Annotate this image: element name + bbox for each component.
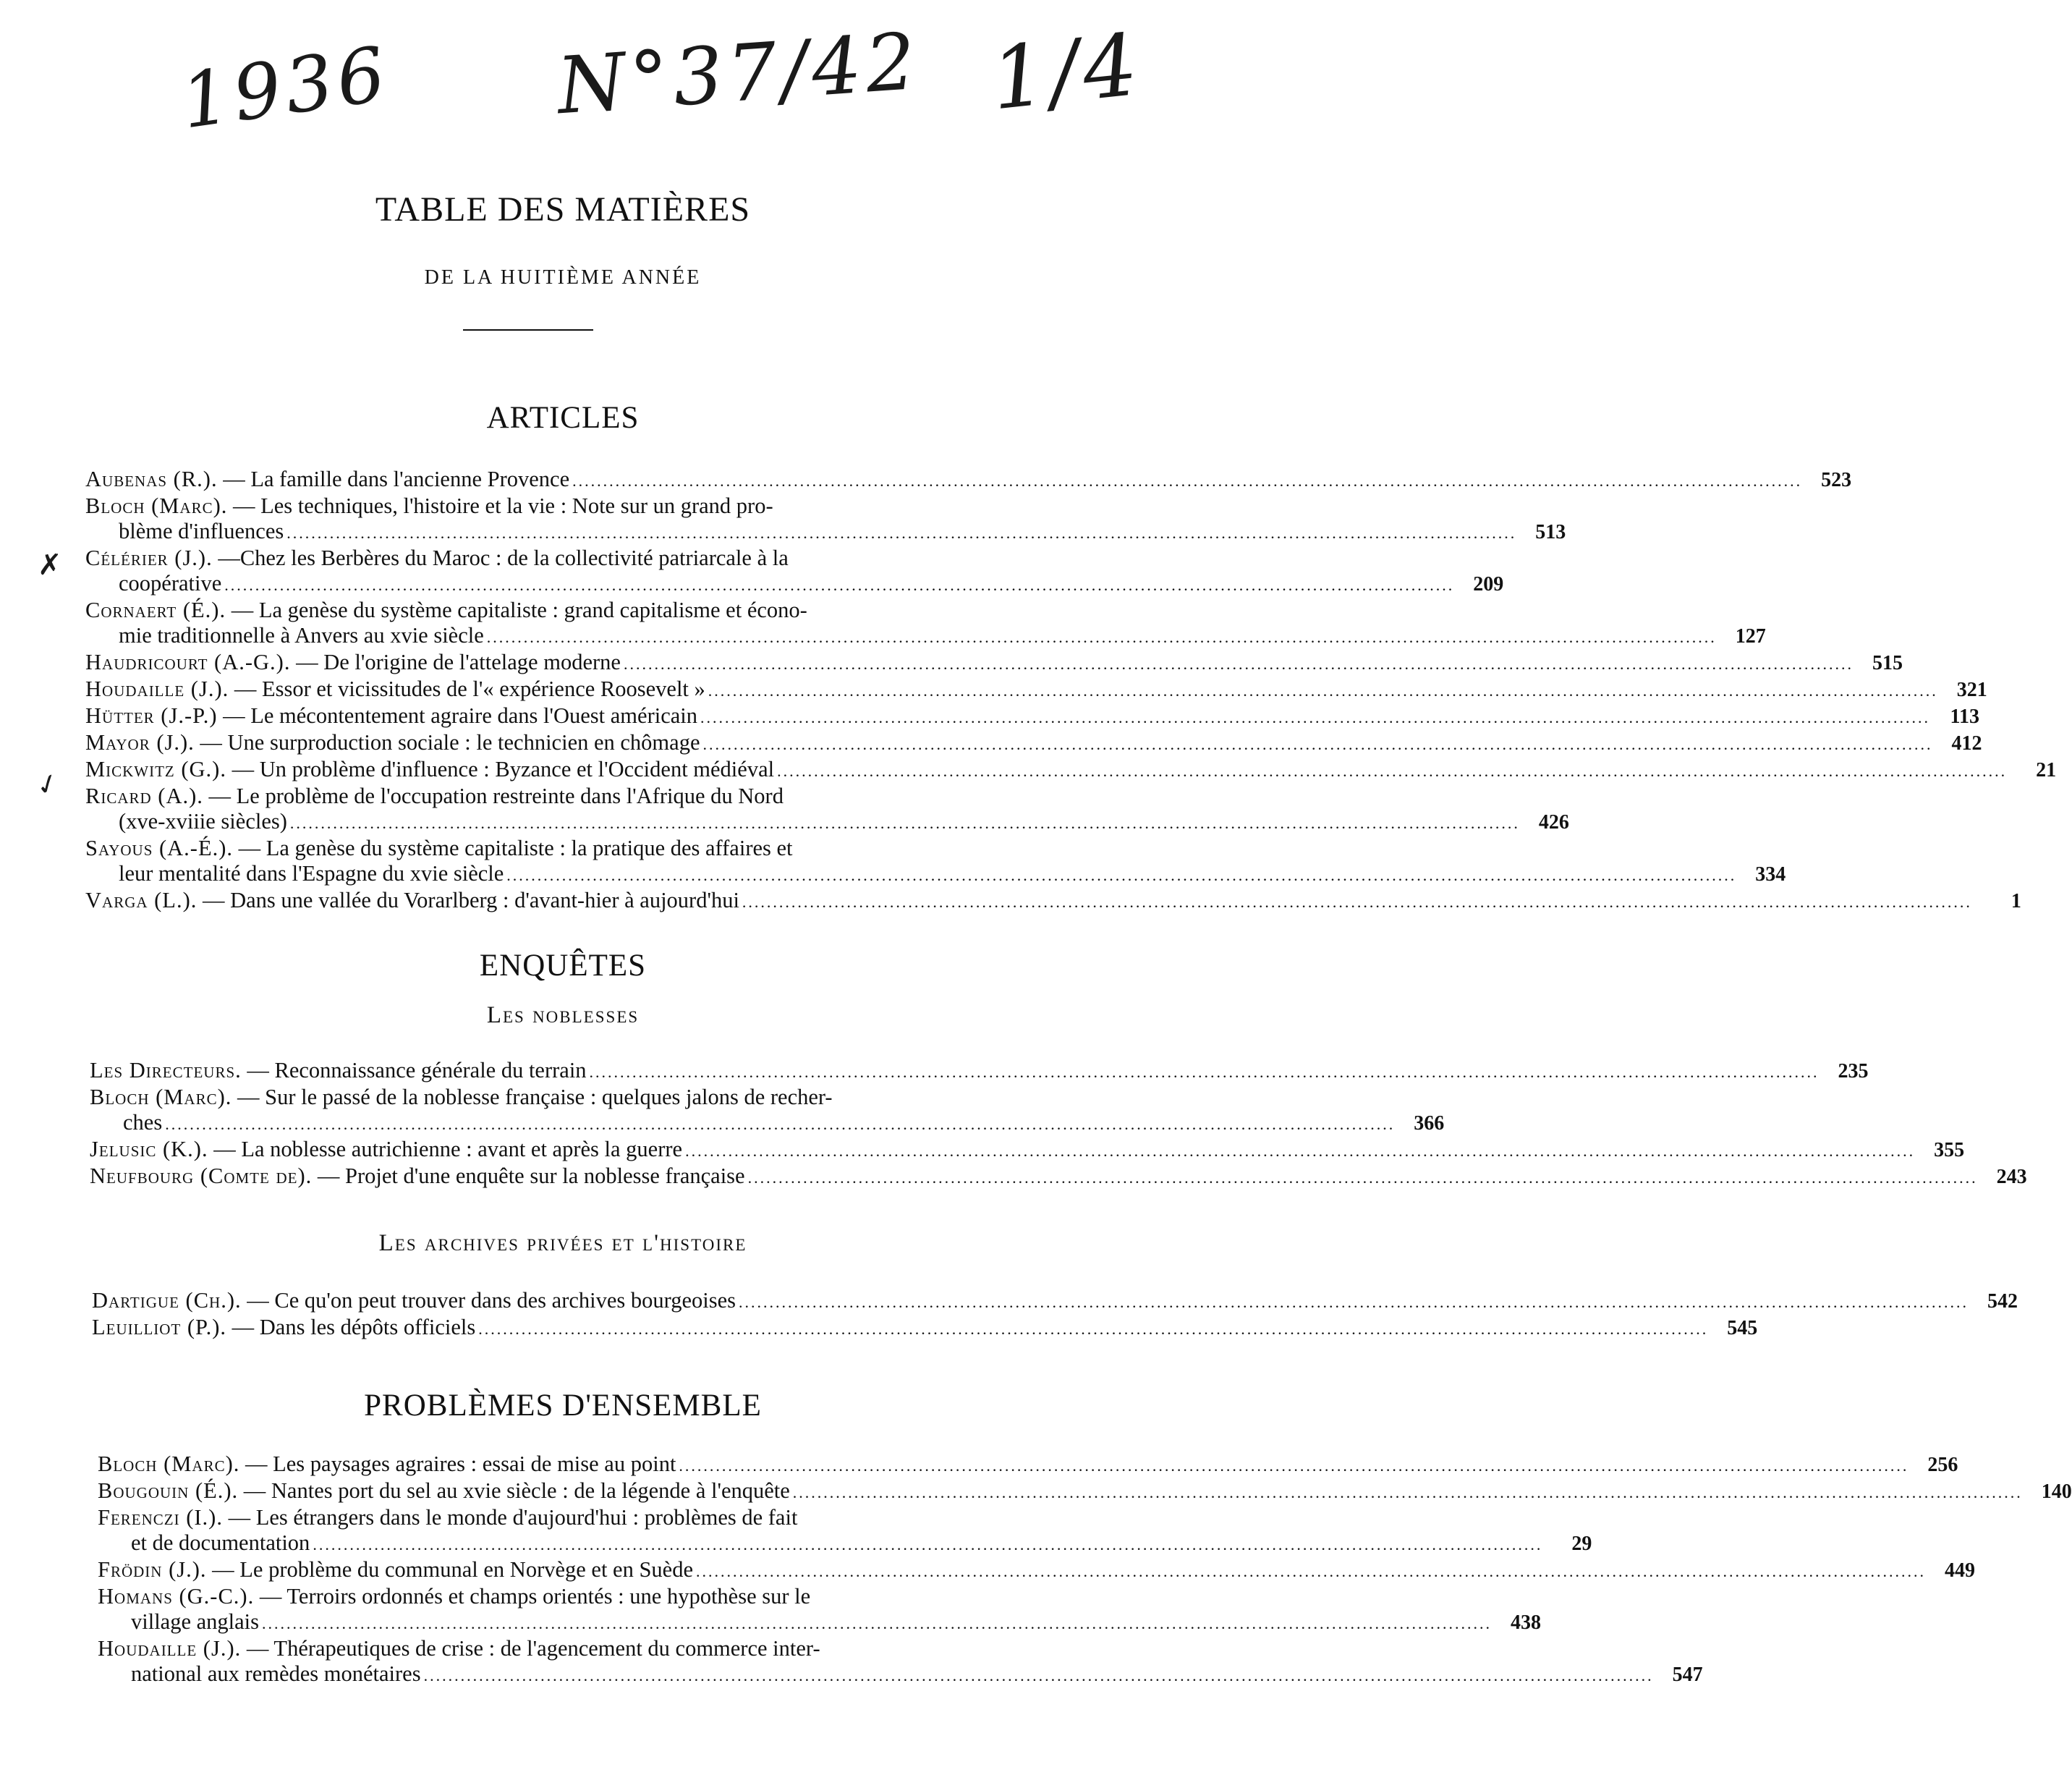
toc-author: Hütter (J.-P.) xyxy=(85,703,218,728)
handwritten-number: N°37/42 xyxy=(554,16,923,132)
toc-entry-line xyxy=(98,1452,1958,1478)
toc-author: Bloch (Marc). xyxy=(85,493,228,518)
toc-author: Varga (L.). xyxy=(85,888,198,912)
toc-title: — Nantes port du sel au xvie siècle : de la légende à l'enquête xyxy=(243,1478,790,1503)
toc-title: — La famille dans l'ancienne Provence xyxy=(223,467,570,491)
toc-entry-line xyxy=(85,861,1786,888)
toc-author: Aubenas (R.). xyxy=(85,467,218,491)
toc-entry-line xyxy=(85,650,1903,677)
toc-author: Homans (G.-C.). xyxy=(98,1584,255,1609)
toc-title: — Les paysages agraires : essai de mise au point xyxy=(245,1452,676,1476)
toc-entry xyxy=(85,757,2057,784)
toc-title: et de documentation xyxy=(131,1530,310,1555)
toc-title: leur mentalité dans l'Espagne du xvie siècle xyxy=(119,861,504,886)
toc-entry-line xyxy=(85,809,1569,836)
toc-title: (xve-xviiie siècles) xyxy=(119,809,287,834)
leader-dots: ........................................................................................................................................................................................................ xyxy=(700,708,1930,726)
toc-page-number: 545 xyxy=(1727,1317,1758,1339)
toc-page-number: 547 xyxy=(1672,1664,1703,1686)
toc-entry xyxy=(90,1058,1869,1085)
toc-title: — De l'origine de l'attelage moderne xyxy=(296,650,621,674)
leader-dots: ........................................................................................................................................................................................................ xyxy=(685,1142,1916,1160)
toc-title: — La genèse du système capitaliste : la pratique des affaires et xyxy=(238,836,793,860)
noblesses-list xyxy=(90,1058,2027,1190)
leader-dots: ........................................................................................................................................................................................................ xyxy=(792,1483,2023,1501)
toc-entry-line xyxy=(98,1530,1592,1557)
toc-entry xyxy=(85,836,1786,888)
leader-dots: ........................................................................................................................................................................................................ xyxy=(777,762,2008,780)
cross-mark-icon: ✗ xyxy=(38,548,62,582)
toc-entry xyxy=(98,1636,1703,1688)
toc-page-number: 209 xyxy=(1473,573,1504,596)
toc-author: Neufbourg (Comte de). xyxy=(90,1164,313,1188)
toc-title: — Terroirs ordonnés et champs orientés : une hypothèse sur le xyxy=(259,1584,811,1609)
problemes-heading: PROBLÈMES D'ENSEMBLE xyxy=(364,1389,762,1423)
toc-entry-line xyxy=(98,1661,1703,1688)
toc-page-number: 113 xyxy=(1950,706,1979,728)
toc-title: coopérative xyxy=(119,571,222,596)
leader-dots: ........................................................................................................................................................................................................ xyxy=(289,814,1520,832)
handwritten-year: 1936 xyxy=(175,29,395,146)
toc-entry xyxy=(90,1085,1445,1137)
toc-title: — Projet d'une enquête sur la noblesse française xyxy=(317,1164,745,1188)
toc-title: village anglais xyxy=(131,1609,260,1634)
toc-entry xyxy=(85,784,1569,836)
toc-entry-line xyxy=(98,1609,1542,1636)
toc-page-number: 449 xyxy=(1945,1559,1976,1582)
toc-title: blème d'influences xyxy=(119,519,284,543)
leader-dots: ........................................................................................................................................................................................................ xyxy=(589,1063,1820,1081)
toc-author: Ferenczi (I.). xyxy=(98,1505,223,1530)
toc-page-number: 542 xyxy=(1987,1290,2018,1313)
toc-entry xyxy=(85,598,1766,650)
toc-entry-line xyxy=(85,888,2021,915)
toc-page-number: 523 xyxy=(1821,469,1852,491)
toc-entry-line xyxy=(85,493,982,519)
toc-entry xyxy=(92,1288,2018,1315)
toc-entry-line xyxy=(85,623,1766,650)
toc-entry-line xyxy=(90,1085,987,1110)
toc-entry-line xyxy=(85,571,1504,598)
toc-title: — Les étrangers dans le monde d'aujourd'hui : problèmes de fait xyxy=(228,1505,798,1530)
toc-entry-line xyxy=(98,1636,995,1661)
toc-author: Bloch (Marc). xyxy=(90,1085,232,1109)
toc-author: Ricard (A.). xyxy=(85,784,203,808)
toc-title: national aux remèdes monétaires xyxy=(131,1661,421,1686)
toc-title: — Les techniques, l'histoire et la vie : Note sur un grand pro- xyxy=(233,493,773,518)
toc-entry-line xyxy=(85,546,982,571)
toc-title: — Sur le passé de la noblesse française : quelques jalons de recher- xyxy=(237,1085,833,1109)
toc-title: — Le problème de l'occupation restreinte dans l'Afrique du Nord xyxy=(208,784,784,808)
leader-dots: ........................................................................................................................................................................................................ xyxy=(742,893,1972,911)
enquetes-heading: ENQUÊTES xyxy=(479,949,647,983)
leader-dots: ........................................................................................................................................................................................................ xyxy=(696,1562,1927,1580)
toc-entry-line xyxy=(85,784,982,809)
toc-page-number: 513 xyxy=(1535,521,1566,543)
toc-title: — Un problème d'influence : Byzance et l'Occident médiéval xyxy=(232,757,775,781)
page-subtitle: DE LA HUITIÈME ANNÉE xyxy=(424,266,702,289)
toc-entry xyxy=(98,1478,2072,1505)
toc-entry-line xyxy=(85,677,1987,703)
toc-entry-line xyxy=(98,1557,1976,1584)
leader-dots: ........................................................................................................................................................................................................ xyxy=(262,1614,1493,1632)
toc-entry-line xyxy=(85,836,982,861)
toc-entry xyxy=(98,1505,1592,1557)
leader-dots: ........................................................................................................................................................................................................ xyxy=(286,524,1517,542)
toc-page-number: 127 xyxy=(1735,625,1766,648)
toc-title: — Thérapeutiques de crise : de l'agencement du commerce inter- xyxy=(246,1636,820,1661)
leader-dots: ........................................................................................................................................................................................................ xyxy=(224,576,1455,594)
toc-entry xyxy=(85,493,1566,546)
articles-heading: ARTICLES xyxy=(486,401,640,435)
toc-entry-line xyxy=(92,1315,1758,1342)
problemes-list xyxy=(98,1452,2072,1688)
toc-author: Leuilliot (P.). xyxy=(92,1315,227,1339)
leader-dots: ........................................................................................................................................................................................................ xyxy=(572,472,1803,490)
toc-author: Bougouin (É.). xyxy=(98,1478,239,1503)
toc-author: Haudricourt (A.-G.). xyxy=(85,650,291,674)
toc-page-number: 256 xyxy=(1927,1454,1958,1476)
toc-entry xyxy=(98,1452,1958,1478)
toc-author: Mickwitz (G.). xyxy=(85,757,226,781)
toc-entry xyxy=(90,1137,1965,1164)
toc-entry-line xyxy=(98,1505,995,1530)
toc-entry-line xyxy=(98,1584,995,1609)
toc-author: Bloch (Marc). xyxy=(98,1452,240,1476)
toc-author: Célérier (J.). xyxy=(85,546,213,570)
leader-dots: ........................................................................................................................................................................................................ xyxy=(506,866,1737,884)
toc-page-number: 334 xyxy=(1755,863,1786,886)
toc-entry-line xyxy=(85,757,2057,784)
toc-title: — Le problème du communal en Norvège et en Suède xyxy=(212,1557,694,1582)
toc-title: — Dans les dépôts officiels xyxy=(232,1315,476,1339)
toc-author: Sayous (A.-É.). xyxy=(85,836,234,860)
leader-dots: ........................................................................................................................................................................................................ xyxy=(708,682,1938,700)
check-mark-icon: ✓ xyxy=(31,765,64,804)
leader-dots: ........................................................................................................................................................................................................ xyxy=(739,1293,1969,1311)
toc-page-number: 412 xyxy=(1951,732,1982,755)
toc-entry xyxy=(90,1164,2027,1190)
toc-entry xyxy=(85,677,1987,703)
leader-dots: ........................................................................................................................................................................................................ xyxy=(679,1457,1909,1475)
toc-entry xyxy=(85,730,1982,757)
toc-entry xyxy=(85,650,1903,677)
leader-dots: ........................................................................................................................................................................................................ xyxy=(478,1320,1709,1338)
leader-dots: ........................................................................................................................................................................................................ xyxy=(486,628,1717,646)
toc-page-number: 426 xyxy=(1538,811,1569,834)
toc-entry xyxy=(85,703,1979,730)
toc-entry-line xyxy=(92,1288,2018,1315)
leader-dots: ........................................................................................................................................................................................................ xyxy=(165,1115,1396,1133)
leader-dots: ........................................................................................................................................................................................................ xyxy=(423,1666,1654,1685)
toc-title: — La genèse du système capitaliste : grand capitalisme et écono- xyxy=(231,598,807,622)
toc-entry-line xyxy=(90,1164,2027,1190)
archives-heading: Les archives privées et l'histoire xyxy=(378,1230,747,1256)
toc-page-number: 355 xyxy=(1934,1139,1965,1161)
page-title: TABLE DES MATIÈRES xyxy=(375,190,751,229)
toc-entry xyxy=(98,1584,1542,1636)
toc-author: Cornaert (É.). xyxy=(85,598,226,622)
leader-dots: ........................................................................................................................................................................................................ xyxy=(747,1169,1978,1187)
toc-entry xyxy=(85,546,1504,598)
toc-author: Dartigue (Ch.). xyxy=(92,1288,242,1313)
toc-page-number: 1 xyxy=(2011,890,2021,912)
toc-title: — Ce qu'on peut trouver dans des archives bourgeoises xyxy=(247,1288,736,1313)
toc-page-number: 366 xyxy=(1414,1112,1445,1135)
toc-page-number: 438 xyxy=(1511,1611,1542,1634)
toc-page-number: 243 xyxy=(1996,1166,2027,1188)
toc-entry-line xyxy=(90,1137,1965,1164)
toc-title: — Une surproduction sociale : le technicien en chômage xyxy=(200,730,700,755)
toc-entry xyxy=(98,1557,1976,1584)
toc-page-number: 21 xyxy=(2036,759,2057,781)
toc-page-number: 140 xyxy=(2041,1480,2072,1503)
toc-entry-line xyxy=(90,1058,1869,1085)
toc-entry-line xyxy=(85,467,1852,493)
leader-dots: ........................................................................................................................................................................................................ xyxy=(702,735,1933,753)
leader-dots: ........................................................................................................................................................................................................ xyxy=(313,1535,1543,1554)
toc-entry-line xyxy=(90,1110,1445,1137)
toc-title: — Reconnaissance générale du terrain xyxy=(247,1058,587,1082)
toc-entry-line xyxy=(85,703,1979,730)
handwritten-fraction: 1/4 xyxy=(986,14,1147,130)
toc-title: ches xyxy=(123,1110,163,1135)
articles-list xyxy=(85,467,2057,915)
leader-dots: ........................................................................................................................................................................................................ xyxy=(623,655,1854,673)
toc-author: Les Directeurs. xyxy=(90,1058,242,1082)
noblesses-heading: Les noblesses xyxy=(486,1002,640,1028)
toc-entry xyxy=(92,1315,1758,1342)
toc-title: — Essor et vicissitudes de l'« expérience Roosevelt » xyxy=(234,677,705,701)
toc-author: Frödin (J.). xyxy=(98,1557,207,1582)
toc-author: Mayor (J.). xyxy=(85,730,195,755)
toc-entry-line xyxy=(85,730,1982,757)
toc-title: — La noblesse autrichienne : avant et après la guerre xyxy=(213,1137,683,1161)
archives-list xyxy=(92,1288,2018,1342)
toc-page-number: 515 xyxy=(1872,652,1903,674)
toc-page-number: 321 xyxy=(1956,679,1987,701)
title-divider xyxy=(463,329,593,331)
toc-page-number: 235 xyxy=(1838,1060,1869,1082)
toc-entry-line xyxy=(85,519,1566,546)
toc-author: Houdaille (J.). xyxy=(85,677,229,701)
toc-entry-line xyxy=(85,598,982,623)
toc-entry-line xyxy=(98,1478,2072,1505)
toc-entry xyxy=(85,888,2021,915)
toc-title: — Dans une vallée du Vorarlberg : d'avant-hier à aujourd'hui xyxy=(202,888,739,912)
toc-title: mie traditionnelle à Anvers au xvie siècle xyxy=(119,623,484,648)
toc-title: —Chez les Berbères du Maroc : de la collectivité patriarcale à la xyxy=(218,546,789,570)
toc-title: — Le mécontentement agraire dans l'Ouest américain xyxy=(223,703,697,728)
toc-author: Houdaille (J.). xyxy=(98,1636,242,1661)
toc-page-number: 29 xyxy=(1571,1533,1592,1555)
toc-entry xyxy=(85,467,1852,493)
toc-author: Jelusic (K.). xyxy=(90,1137,208,1161)
